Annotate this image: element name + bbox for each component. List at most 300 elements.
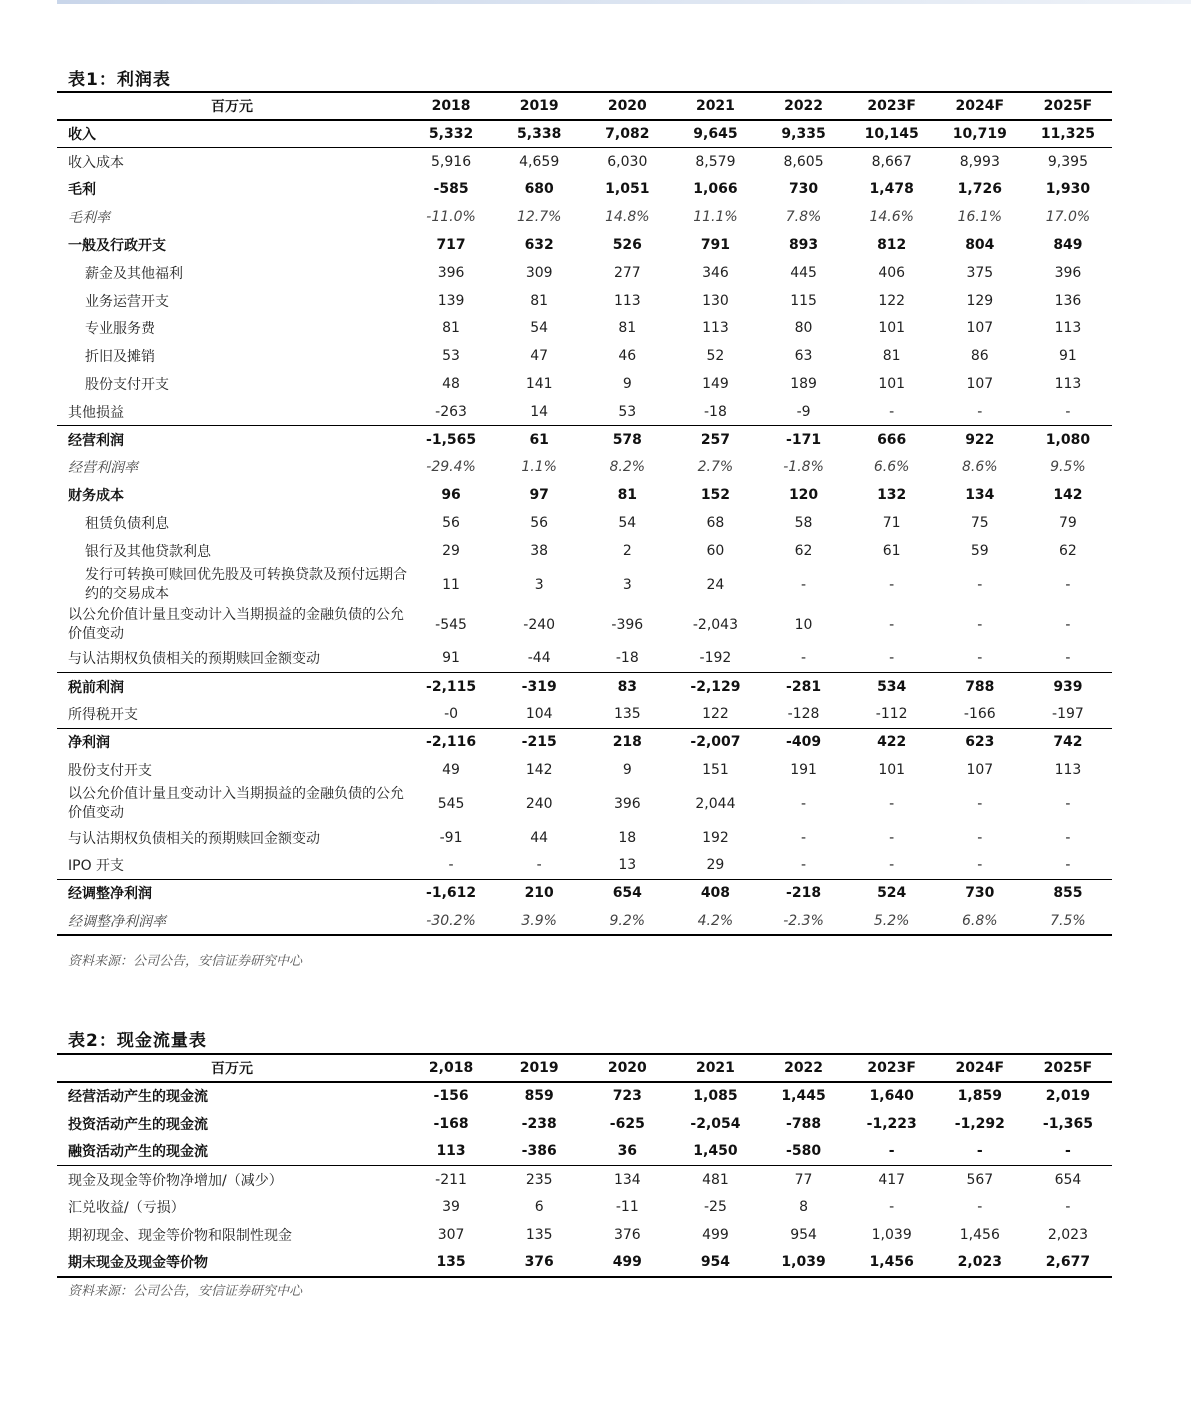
cell-value: - xyxy=(889,616,895,633)
header-year: 2025F xyxy=(1024,1054,1112,1082)
header-year: 2024F xyxy=(936,1054,1024,1082)
table2-title: 表2：现金流量表 xyxy=(68,1031,207,1051)
cell-value: 12.7% xyxy=(516,209,562,226)
cell-value: -168 xyxy=(433,1115,469,1132)
cell-value: 68 xyxy=(706,515,725,532)
cell-value: 2 xyxy=(622,542,632,559)
header-year: 2018 xyxy=(407,92,495,120)
cell-value: 101 xyxy=(878,761,906,778)
cell-value: 62 xyxy=(794,542,813,559)
cell-value: -2.3% xyxy=(760,907,848,935)
cell-value: 654 xyxy=(1054,1171,1082,1188)
cell-value: 8 xyxy=(799,1199,809,1216)
cell-value: 526 xyxy=(612,237,642,254)
cell-value: 499 xyxy=(583,1249,671,1277)
cell-value: -2,054 xyxy=(690,1115,741,1132)
cell-value: 1,066 xyxy=(693,181,738,198)
cell-value: -44 xyxy=(495,645,583,673)
cell-value: -0 xyxy=(407,700,495,728)
row-label: 经营活动产生的现金流 xyxy=(68,1089,208,1106)
header-year: 2,018 xyxy=(407,1054,495,1082)
header-year: 2024F xyxy=(936,92,1024,120)
cell-value: 396 xyxy=(613,795,641,812)
table-row xyxy=(57,1138,1112,1166)
cell-value: -156 xyxy=(433,1088,469,1105)
cell-value: 14 xyxy=(495,398,583,426)
cell-value: -25 xyxy=(704,1199,727,1216)
cell-value: 113 xyxy=(1054,761,1082,778)
cell-value: -1,365 xyxy=(1042,1115,1093,1132)
cell-value: 2,044 xyxy=(695,795,736,812)
cell-value: -1,565 xyxy=(426,431,477,448)
cell-value: - xyxy=(936,645,1024,673)
row-label: 融资活动产生的现金流 xyxy=(57,1138,407,1166)
cell-value: - xyxy=(848,645,936,673)
row-label: 所得税开支 xyxy=(57,700,407,728)
table-row xyxy=(57,784,1112,824)
cell-value: 7.8% xyxy=(785,209,822,226)
table-row xyxy=(57,176,1112,204)
cell-value: - xyxy=(1024,852,1112,880)
cell-value: 791 xyxy=(700,237,731,254)
cell-value: - xyxy=(801,795,807,812)
table-header-row xyxy=(57,1054,1112,1082)
table-row xyxy=(57,426,1112,454)
cell-value: 307 xyxy=(437,1226,465,1243)
cell-value: -2,115 xyxy=(426,678,477,695)
row-label: 一般及行政开支 xyxy=(68,238,166,255)
cell-value: 481 xyxy=(702,1171,729,1188)
cell-value: 1,859 xyxy=(957,1088,1002,1105)
cell-value: 4.2% xyxy=(671,907,759,935)
cell-value: 730 xyxy=(788,181,819,198)
cell-value: - xyxy=(760,852,848,880)
cell-value: - xyxy=(848,398,936,426)
cell-value: 13 xyxy=(583,852,671,880)
cell-value: - xyxy=(889,576,895,593)
cell-value: 578 xyxy=(612,431,642,448)
row-label: 汇兑收益/（亏损） xyxy=(68,1200,185,1217)
cell-value: - xyxy=(977,1199,983,1216)
cell-value: -128 xyxy=(760,700,848,728)
row-label: 与认沽期权负债相关的预期赎回金额变动 xyxy=(68,830,320,847)
table-row xyxy=(57,287,1112,315)
cell-value: 855 xyxy=(1053,885,1083,902)
table-row xyxy=(57,231,1112,259)
income-statement-table xyxy=(57,91,1112,936)
cell-value: 113 xyxy=(702,320,729,337)
cell-value: 9 xyxy=(622,761,632,778)
cell-value: 1,930 xyxy=(1045,181,1091,198)
table-row xyxy=(57,509,1112,537)
cell-value: - xyxy=(936,852,1024,880)
cell-value: 9.5% xyxy=(1050,459,1086,476)
cell-value: 11.1% xyxy=(693,209,738,226)
cell-value: 81 xyxy=(617,487,638,504)
cell-value: 58 xyxy=(794,515,813,532)
row-label: 其他损益 xyxy=(57,398,407,426)
cell-value: 11 xyxy=(442,576,460,593)
cell-value: 1,456 xyxy=(848,1249,936,1277)
cell-value: 17.0% xyxy=(1045,209,1091,226)
cell-value: 5,916 xyxy=(431,153,472,170)
cell-value: 3.9% xyxy=(495,907,583,935)
cell-value: 788 xyxy=(965,678,995,695)
cell-value: 666 xyxy=(877,431,907,448)
cell-value: 859 xyxy=(524,1088,554,1105)
cell-value: 5,338 xyxy=(495,120,583,148)
cell-value: 632 xyxy=(524,237,554,254)
cell-value: 53 xyxy=(583,398,671,426)
cell-value: 1,080 xyxy=(1045,431,1091,448)
cell-value: 1,039 xyxy=(871,1226,912,1243)
cell-value: - xyxy=(760,645,848,673)
row-label: 现金及现金等价物净增加/（减少） xyxy=(68,1172,283,1189)
cell-value: -2,043 xyxy=(692,616,738,633)
cell-value: 9,335 xyxy=(760,120,848,148)
cell-value: -2,129 xyxy=(690,678,741,695)
cell-value: 375 xyxy=(966,264,994,281)
row-label: IPO 开支 xyxy=(57,852,407,880)
cell-value: 1,640 xyxy=(869,1088,914,1105)
header-year: 2021 xyxy=(671,1054,759,1082)
cell-value: 29 xyxy=(671,852,759,880)
cell-value: 257 xyxy=(700,431,731,448)
cell-value: 192 xyxy=(702,829,729,846)
cell-value: 1,445 xyxy=(781,1088,826,1105)
cell-value: 939 xyxy=(1053,678,1083,695)
cell-value: 81 xyxy=(530,292,549,309)
cell-value: -281 xyxy=(786,678,822,695)
cell-value: 8,993 xyxy=(959,153,1000,170)
row-label: 以公允价值计量且变动计入当期损益的金融负债的公允价值变动 xyxy=(68,785,404,821)
row-label: 投资活动产生的现金流 xyxy=(68,1116,208,1133)
cell-value: 16.1% xyxy=(957,209,1003,226)
table-row xyxy=(57,481,1112,509)
cell-value: -218 xyxy=(786,885,822,902)
cell-value: - xyxy=(801,576,807,593)
table-row xyxy=(57,370,1112,398)
cell-value: 107 xyxy=(966,320,994,337)
cell-value: 524 xyxy=(877,885,907,902)
cell-value: 6 xyxy=(534,1199,544,1216)
cell-value: -30.2% xyxy=(407,907,495,935)
cell-value: 54 xyxy=(530,320,549,337)
row-label: 租赁负债利息 xyxy=(85,516,169,533)
cell-value: 135 xyxy=(407,1249,495,1277)
cell-value: 101 xyxy=(878,376,906,393)
row-label: 收入成本 xyxy=(68,154,124,171)
cell-value: 24 xyxy=(706,576,725,593)
cell-value: 5,332 xyxy=(407,120,495,148)
table-row xyxy=(57,1249,1112,1277)
cell-value: -238 xyxy=(521,1115,557,1132)
cell-value: -1,223 xyxy=(866,1115,917,1132)
cell-value: 142 xyxy=(525,761,553,778)
row-label: 期初现金、现金等价物和限制性现金 xyxy=(68,1227,292,1244)
cell-value: 1,039 xyxy=(760,1249,848,1277)
row-label: 业务运营开支 xyxy=(85,293,169,310)
header-year: 2022 xyxy=(760,1054,848,1082)
cell-value: 545 xyxy=(437,795,465,812)
cell-value: -2,116 xyxy=(426,734,477,751)
table-row xyxy=(57,537,1112,565)
cell-value: 346 xyxy=(702,264,729,281)
cell-value: 83 xyxy=(617,678,638,695)
cell-value: 59 xyxy=(970,542,989,559)
table-row xyxy=(57,700,1112,728)
cell-value: - xyxy=(848,1138,936,1166)
cell-value: 189 xyxy=(790,376,817,393)
cell-value: 134 xyxy=(965,487,995,504)
cell-value: 804 xyxy=(965,237,995,254)
cell-value: 61 xyxy=(529,431,549,448)
cell-value: 101 xyxy=(878,320,906,337)
cell-value: - xyxy=(977,576,983,593)
cell-value: 922 xyxy=(965,431,995,448)
cell-value: 139 xyxy=(437,292,465,309)
cell-value: 567 xyxy=(966,1171,994,1188)
row-label: 股份支付开支 xyxy=(68,762,152,779)
cell-value: 62 xyxy=(1059,542,1077,559)
cell-value: 151 xyxy=(702,761,729,778)
cell-value: - xyxy=(977,829,983,846)
cell-value: -409 xyxy=(786,734,822,751)
cell-value: 218 xyxy=(612,734,642,751)
cell-value: 235 xyxy=(525,1171,553,1188)
cell-value: 2.7% xyxy=(697,459,734,476)
table-row xyxy=(57,728,1112,756)
table-row xyxy=(57,907,1112,935)
cell-value: 113 xyxy=(1054,376,1082,393)
table-row xyxy=(57,120,1112,148)
table-row xyxy=(57,259,1112,287)
row-label: 薪金及其他福利 xyxy=(85,265,183,282)
cell-value: -197 xyxy=(1024,700,1112,728)
cell-value: -580 xyxy=(760,1138,848,1166)
cell-value: -788 xyxy=(786,1115,822,1132)
header-year: 2023F xyxy=(848,92,936,120)
cell-value: 113 xyxy=(407,1138,495,1166)
table-row xyxy=(57,605,1112,645)
cell-value: -18 xyxy=(671,398,759,426)
cell-value: 10 xyxy=(794,616,813,633)
cell-value: 2,677 xyxy=(1024,1249,1112,1277)
row-label: 发行可转换可赎回优先股及可转换贷款及预付远期合约的交易成本 xyxy=(85,566,407,602)
cell-value: 52 xyxy=(706,348,725,365)
row-label: 经营利润 xyxy=(68,432,124,449)
cell-value: 893 xyxy=(788,237,819,254)
cell-value: 96 xyxy=(441,487,461,504)
cell-value: 81 xyxy=(442,320,460,337)
table-row xyxy=(57,879,1112,907)
cell-value: 1,478 xyxy=(869,181,914,198)
cell-value: -240 xyxy=(523,616,556,633)
row-label: 以公允价值计量且变动计入当期损益的金融负债的公允价值变动 xyxy=(68,606,404,642)
cell-value: 86 xyxy=(970,348,989,365)
cell-value: -18 xyxy=(583,645,671,673)
table-row xyxy=(57,1110,1112,1138)
cell-value: 81 xyxy=(618,320,637,337)
table-row xyxy=(57,1082,1112,1110)
table-row xyxy=(57,1165,1112,1193)
cell-value: 408 xyxy=(700,885,731,902)
cell-value: 1.1% xyxy=(521,459,557,476)
cell-value: 10,145 xyxy=(848,120,936,148)
table-row xyxy=(57,645,1112,673)
table1-source-note: 资料来源：公司公告，安信证券研究中心 xyxy=(68,954,303,969)
cell-value: -9 xyxy=(760,398,848,426)
cell-value: - xyxy=(889,829,895,846)
cell-value: - xyxy=(1024,398,1112,426)
cell-value: 142 xyxy=(1053,487,1083,504)
cell-value: 135 xyxy=(583,700,671,728)
header-year: 2023F xyxy=(848,1054,936,1082)
cell-value: -112 xyxy=(848,700,936,728)
cell-value: 8.2% xyxy=(609,459,646,476)
cell-value: 6,030 xyxy=(607,153,648,170)
header-year: 2022 xyxy=(760,92,848,120)
cell-value: 1,456 xyxy=(959,1226,1000,1243)
cell-value: 1,051 xyxy=(605,181,650,198)
cell-value: 107 xyxy=(966,761,994,778)
cell-value: 107 xyxy=(966,376,994,393)
cell-value: 141 xyxy=(525,376,553,393)
cell-value: -263 xyxy=(407,398,495,426)
cell-value: 396 xyxy=(1054,264,1082,281)
cell-value: - xyxy=(1065,616,1071,633)
cell-value: -545 xyxy=(435,616,467,633)
cell-value: 8.6% xyxy=(962,459,998,476)
cell-value: 5.2% xyxy=(848,907,936,935)
cell-value: -1.8% xyxy=(783,459,824,476)
cell-value: 9.2% xyxy=(583,907,671,935)
cell-value: 7,082 xyxy=(583,120,671,148)
cell-value: - xyxy=(977,616,983,633)
cell-value: 717 xyxy=(436,237,466,254)
header-year: 2019 xyxy=(495,1054,583,1082)
cell-value: 14.6% xyxy=(869,209,914,226)
cell-value: 954 xyxy=(790,1226,817,1243)
cell-value: 277 xyxy=(613,264,641,281)
header-year: 2025F xyxy=(1024,92,1112,120)
cell-value: 8,605 xyxy=(783,153,824,170)
cell-value: - xyxy=(801,829,807,846)
cell-value: -2,007 xyxy=(690,734,741,751)
row-label: 银行及其他贷款利息 xyxy=(85,543,211,560)
cell-value: 191 xyxy=(790,761,817,778)
cell-value: - xyxy=(1065,829,1071,846)
cell-value: 77 xyxy=(794,1171,813,1188)
cell-value: 9 xyxy=(622,376,632,393)
cell-value: 3 xyxy=(622,576,632,593)
cell-value: -1,612 xyxy=(426,885,477,902)
row-label: 净利润 xyxy=(68,735,110,752)
cell-value: 134 xyxy=(613,1171,641,1188)
cell-value: 75 xyxy=(970,515,989,532)
table-row xyxy=(57,756,1112,784)
header-year: 2019 xyxy=(495,92,583,120)
table-row xyxy=(57,565,1112,605)
cell-value: -319 xyxy=(521,678,557,695)
cell-value: 149 xyxy=(702,376,729,393)
header-unit-label: 百万元 xyxy=(57,1054,407,1082)
row-label: 期末现金及现金等价物 xyxy=(57,1249,407,1277)
cell-value: 113 xyxy=(1054,320,1082,337)
cell-value: - xyxy=(1024,1138,1112,1166)
cashflow-table xyxy=(57,1053,1112,1278)
table-row xyxy=(57,148,1112,176)
cell-value: 14.8% xyxy=(605,209,650,226)
table-row xyxy=(57,342,1112,370)
cell-value: -386 xyxy=(495,1138,583,1166)
cell-value: - xyxy=(1065,1199,1071,1216)
row-label: 折旧及摊销 xyxy=(85,349,155,366)
cell-value: 654 xyxy=(612,885,642,902)
cell-value: - xyxy=(977,795,983,812)
cell-value: 152 xyxy=(700,487,731,504)
cell-value: 97 xyxy=(529,487,549,504)
cell-value: 1,085 xyxy=(693,1088,738,1105)
cell-value: -29.4% xyxy=(426,459,476,476)
table-row xyxy=(57,398,1112,426)
cell-value: 53 xyxy=(442,348,460,365)
cell-value: 2,019 xyxy=(1045,1088,1091,1105)
cell-value: -625 xyxy=(609,1115,645,1132)
header-year: 2020 xyxy=(583,92,671,120)
cell-value: 36 xyxy=(583,1138,671,1166)
cell-value: 6.8% xyxy=(936,907,1024,935)
row-label: 财务成本 xyxy=(68,488,124,505)
table-header-row xyxy=(57,92,1112,120)
cell-value: 417 xyxy=(878,1171,906,1188)
cell-value: 9,645 xyxy=(671,120,759,148)
cell-value: 91 xyxy=(1059,348,1077,365)
cell-value: 742 xyxy=(1053,734,1083,751)
cell-value: 8,667 xyxy=(871,153,912,170)
cell-value: 396 xyxy=(437,264,465,281)
cell-value: 129 xyxy=(966,292,994,309)
cell-value: 60 xyxy=(706,542,725,559)
cell-value: 680 xyxy=(524,181,554,198)
cell-value: 11,325 xyxy=(1024,120,1112,148)
cell-value: -192 xyxy=(671,645,759,673)
table-row xyxy=(57,1221,1112,1249)
cell-value: 47 xyxy=(530,348,549,365)
cell-value: -1,292 xyxy=(954,1115,1005,1132)
cell-value: - xyxy=(1065,795,1071,812)
cell-value: 534 xyxy=(877,678,907,695)
cell-value: 71 xyxy=(882,515,901,532)
cell-value: - xyxy=(1024,645,1112,673)
table-row xyxy=(57,454,1112,482)
cell-value: 10,719 xyxy=(936,120,1024,148)
cell-value: 44 xyxy=(530,829,549,846)
row-label: 税前利润 xyxy=(68,679,124,696)
cell-value: 135 xyxy=(525,1226,553,1243)
cell-value: 80 xyxy=(794,320,813,337)
cell-value: 79 xyxy=(1059,515,1077,532)
cell-value: 1,450 xyxy=(671,1138,759,1166)
cell-value: 38 xyxy=(530,542,549,559)
cell-value: - xyxy=(495,852,583,880)
cell-value: 240 xyxy=(525,795,553,812)
cell-value: 812 xyxy=(877,237,907,254)
cell-value: -171 xyxy=(786,431,822,448)
row-label: 与认沽期权负债相关的预期赎回金额变动 xyxy=(57,645,407,673)
row-label: 毛利 xyxy=(68,182,96,199)
cell-value: 723 xyxy=(612,1088,642,1105)
